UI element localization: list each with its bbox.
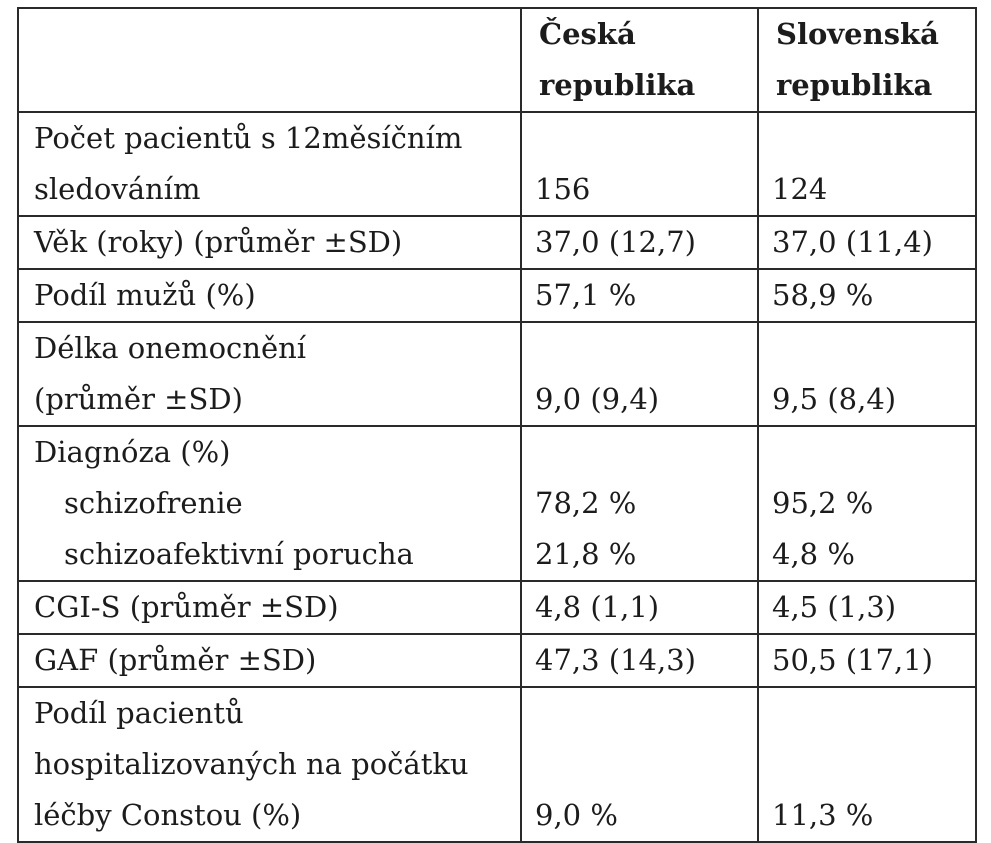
patient-characteristics-table bbox=[17, 7, 977, 843]
table-row-diagnosis bbox=[18, 426, 976, 581]
row-label bbox=[18, 581, 521, 634]
table-row-hospitalized bbox=[18, 687, 976, 842]
cell-value: 50,5 (17,1) bbox=[772, 643, 933, 677]
cell-value: 4,5 (1,3) bbox=[772, 590, 897, 624]
cell-sk bbox=[758, 112, 976, 216]
cell-value: 124 bbox=[772, 172, 828, 206]
table-row-gaf bbox=[18, 634, 976, 687]
cell-sk bbox=[758, 216, 976, 269]
cell-value: 9,0 (9,4) bbox=[535, 382, 660, 416]
cell-value: 37,0 (12,7) bbox=[535, 225, 696, 259]
cell-cz bbox=[521, 216, 758, 269]
cell-value: 58,9 % bbox=[772, 278, 874, 312]
cell-value: Věk (roky) (průměr ±SD) bbox=[34, 225, 403, 259]
cell-value: 11,3 % bbox=[772, 798, 874, 832]
header-czech-republic: Česká republika bbox=[521, 8, 758, 112]
row-label: Diagnóza (%) schizofrenie schizoafektivní porucha bbox=[18, 426, 521, 581]
table-row-duration bbox=[18, 322, 976, 426]
table-header-row bbox=[18, 8, 976, 112]
cell-cz bbox=[521, 581, 758, 634]
cell-cz bbox=[521, 322, 758, 426]
header-slovak-republic: Slovenská republika bbox=[758, 8, 976, 112]
cell-sk bbox=[758, 687, 976, 842]
cell-value: GAF (průměr ±SD) bbox=[34, 643, 317, 677]
cell-value: 57,1 % bbox=[535, 278, 637, 312]
cell-cz bbox=[521, 687, 758, 842]
header-empty-cell bbox=[18, 8, 521, 112]
subrow-label: schizoafektivní porucha bbox=[64, 537, 414, 571]
row-label: Podíl pacientů hospitalizovaných na počátku léčby Constou (%) bbox=[18, 687, 521, 842]
row-label: Počet pacientů s 12měsíčním sledováním bbox=[18, 112, 521, 216]
table-row-patients bbox=[18, 112, 976, 216]
cell-value: 9,0 % bbox=[535, 798, 618, 832]
subrow-label: schizofrenie bbox=[64, 486, 243, 520]
cell-value: CGI-S (průměr ±SD) bbox=[34, 590, 339, 624]
cell-value: 156 bbox=[535, 172, 591, 206]
row-label bbox=[18, 269, 521, 322]
cell-sk bbox=[758, 322, 976, 426]
cell-cz bbox=[521, 112, 758, 216]
cell-cz bbox=[521, 634, 758, 687]
cell-value: Podíl mužů (%) bbox=[34, 278, 256, 312]
row-label bbox=[18, 216, 521, 269]
cell-sk: 95,2 % 4,8 % bbox=[758, 426, 976, 581]
cell-value: 47,3 (14,3) bbox=[535, 643, 696, 677]
table-row-men bbox=[18, 269, 976, 322]
row-label bbox=[18, 634, 521, 687]
cell-sk bbox=[758, 634, 976, 687]
table-row-age bbox=[18, 216, 976, 269]
cell-value: 4,8 (1,1) bbox=[535, 590, 660, 624]
cell-cz bbox=[521, 269, 758, 322]
cell-sk bbox=[758, 581, 976, 634]
cell-value: 9,5 (8,4) bbox=[772, 382, 897, 416]
table-row-cgis bbox=[18, 581, 976, 634]
cell-value: 37,0 (11,4) bbox=[772, 225, 933, 259]
cell-sk bbox=[758, 269, 976, 322]
row-label: Délka onemocnění (průměr ±SD) bbox=[18, 322, 521, 426]
cell-cz: 78,2 % 21,8 % bbox=[521, 426, 758, 581]
